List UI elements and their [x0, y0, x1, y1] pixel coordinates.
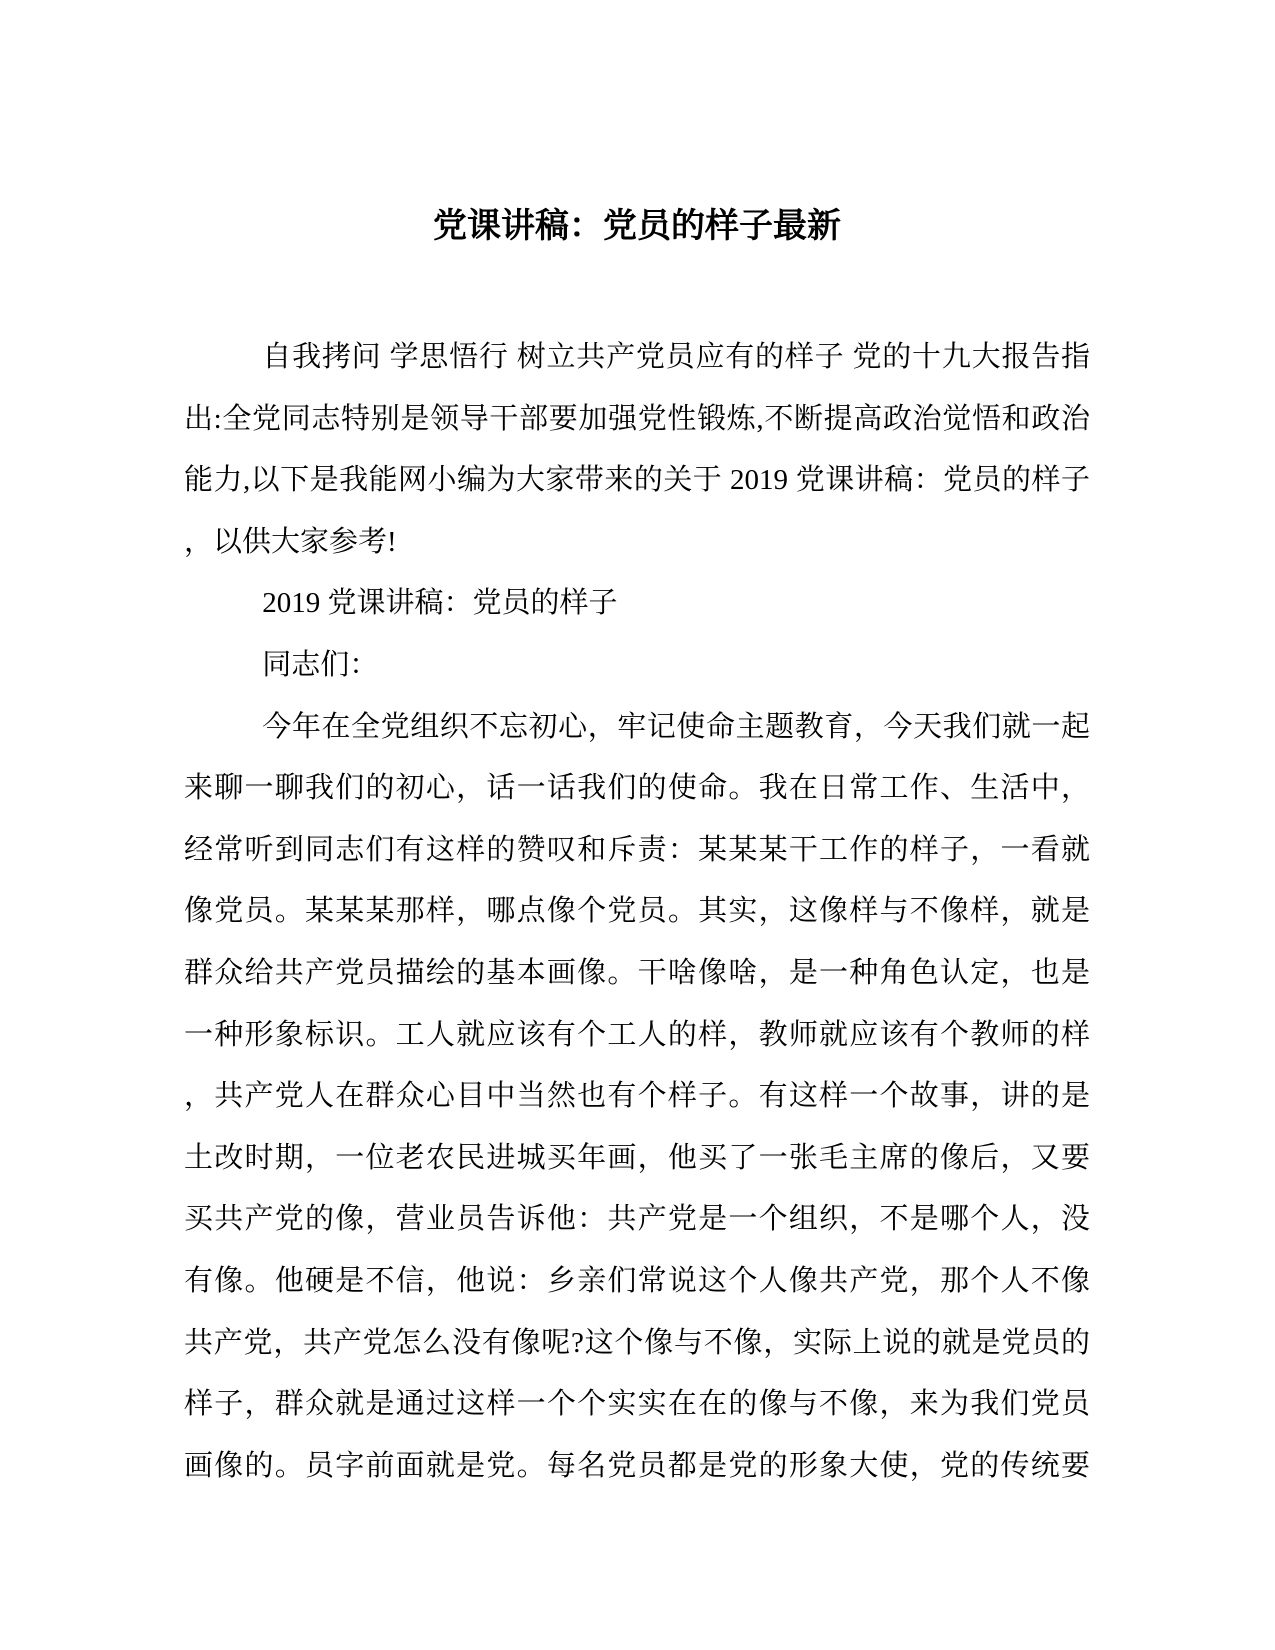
- text-line: 同志们：: [262, 648, 379, 681]
- document-body: [184, 327, 1090, 1497]
- text-line: 2019 党课讲稿：党员的样子: [262, 587, 618, 620]
- text-line: 土改时期，一位老农民进城买年画，他买了一张毛主席的像后，又要: [184, 1141, 1090, 1174]
- text-line: 一种形象标识。工人就应该有个工人的样，教师就应该有个教师的样: [184, 1018, 1090, 1051]
- text-line: 经常听到同志们有这样的赞叹和斥责：某某某干工作的样子，一看就: [184, 833, 1090, 866]
- text-line: 样子，群众就是通过这样一个个实实在在的像与不像，来为我们党员: [184, 1388, 1090, 1421]
- text-line: 画像的。员字前面就是党。每名党员都是党的形象大使，党的传统要: [184, 1449, 1090, 1482]
- text-line: ，共产党人在群众心目中当然也有个样子。有这样一个故事，讲的是: [184, 1080, 1090, 1113]
- text-line: 来聊一聊我们的初心，话一话我们的使命。我在日常工作、生活中，: [184, 772, 1090, 805]
- text-line: ，以供大家参考!: [184, 525, 397, 558]
- text-line: 出:全党同志特别是领导干部要加强党性锻炼,不断提高政治觉悟和政治: [184, 402, 1090, 435]
- text-line: 有像。他硬是不信，他说：乡亲们常说这个人像共产党，那个人不像: [184, 1264, 1090, 1297]
- text-line: 能力,以下是我能网小编为大家带来的关于 2019 党课讲稿：党员的样子: [184, 464, 1090, 497]
- text-line: 群众给共产党员描绘的基本画像。干啥像啥，是一种角色认定，也是: [184, 956, 1090, 989]
- text-line: 自我拷问 学思悟行 树立共产党员应有的样子 党的十九大报告指: [262, 341, 1090, 373]
- text-line: 像党员。某某某那样，哪点像个党员。其实，这像样与不像样，就是: [184, 895, 1090, 928]
- document-title: 党课讲稿：党员的样子最新: [433, 207, 841, 245]
- text-line: 买共产党的像，营业员告诉他：共产党是一个组织，不是哪个人，没: [184, 1203, 1090, 1236]
- text-line: 今年在全党组织不忘初心，牢记使命主题教育，今天我们就一起: [262, 710, 1090, 743]
- text-line: 共产党，共产党怎么没有像呢?这个像与不像，实际上说的就是党员的: [184, 1326, 1090, 1359]
